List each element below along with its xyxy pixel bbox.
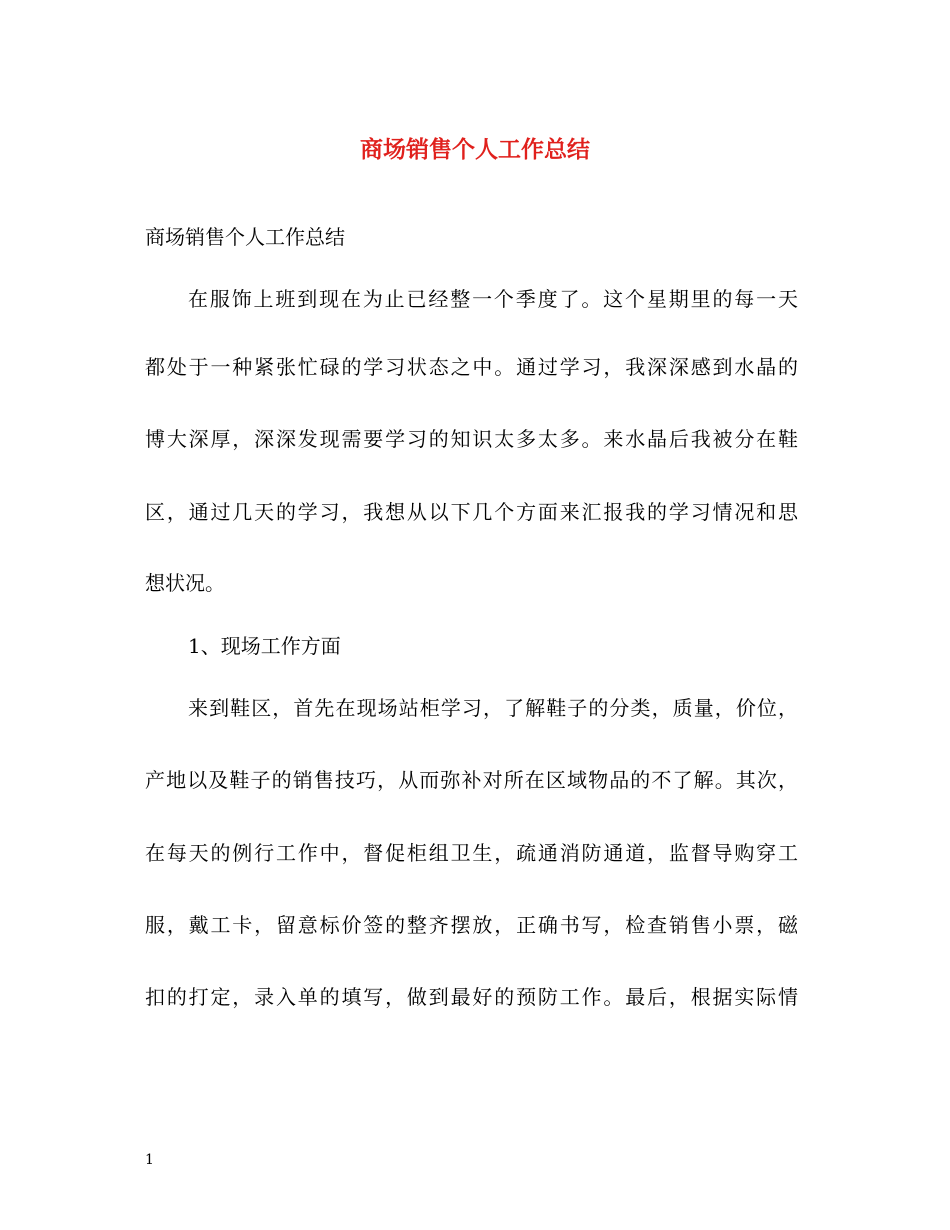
paragraph-line: 来到鞋区，首先在现场站柜学习，了解鞋子的分类，质量，价位， bbox=[188, 696, 798, 720]
document-subtitle: 商场销售个人工作总结 bbox=[145, 225, 345, 249]
section-heading: 1、现场工作方面 bbox=[188, 634, 341, 658]
paragraph-line: 想状况。 bbox=[145, 571, 225, 595]
paragraph-line: 都处于一种紧张忙碌的学习状态之中。通过学习，我深深感到水晶的 bbox=[145, 355, 798, 379]
document-title: 商场销售个人工作总结 bbox=[360, 136, 590, 163]
paragraph-line: 扣的打定，录入单的填写，做到最好的预防工作。最后，根据实际情 bbox=[145, 985, 798, 1009]
paragraph-line: 在每天的例行工作中，督促柜组卫生，疏通消防通道，监督导购穿工 bbox=[145, 841, 798, 865]
paragraph-line: 博大深厚，深深发现需要学习的知识太多太多。来水晶后我被分在鞋 bbox=[145, 427, 798, 451]
paragraph-line: 产地以及鞋子的销售技巧，从而弥补对所在区域物品的不了解。其次， bbox=[145, 768, 798, 792]
paragraph-line: 区，通过几天的学习，我想从以下几个方面来汇报我的学习情况和思 bbox=[145, 500, 798, 524]
paragraph-line: 服，戴工卡，留意标价签的整齐摆放，正确书写，检查销售小票，磁 bbox=[145, 913, 798, 937]
paragraph-line: 在服饰上班到现在为止已经整一个季度了。这个星期里的每一天 bbox=[188, 287, 798, 311]
page-number: 1 bbox=[145, 1152, 154, 1168]
